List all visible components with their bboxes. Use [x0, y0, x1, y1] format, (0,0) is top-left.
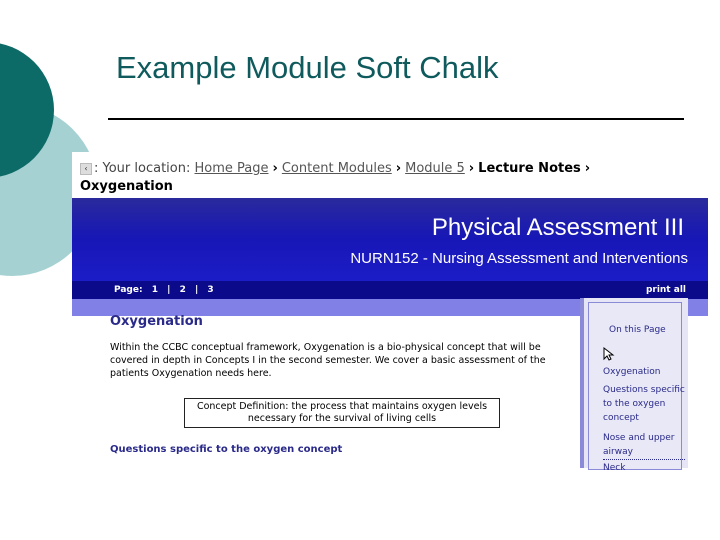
breadcrumb-separator: ›	[468, 161, 475, 176]
on-this-page-sidebar	[580, 298, 688, 473]
page-link-1[interactable]: 1	[151, 285, 158, 295]
screenshot-frame	[72, 152, 708, 473]
breadcrumb-link-home[interactable]: Home Page	[194, 161, 269, 176]
breadcrumb-separator: ›	[272, 161, 278, 176]
subsection-heading: Questions specific to the oxygen concept	[110, 444, 343, 455]
course-subtitle: NURN152 - Nursing Assessment and Interventions	[350, 250, 688, 267]
sidebar-item-neck[interactable]: Neck	[603, 463, 626, 473]
breadcrumb-link-content-modules[interactable]: Content Modules	[281, 161, 392, 176]
page-divider: |	[194, 285, 199, 295]
course-title: Physical Assessment III	[431, 214, 684, 241]
title-divider	[108, 118, 684, 120]
concept-definition-box: Concept Definition: the process that maintains oxygen levels necessary for the survival of living cells	[184, 398, 500, 428]
print-all-link[interactable]: print all	[645, 285, 686, 295]
sidebar-item-nose-airway[interactable]: Nose and upper airway	[603, 431, 685, 460]
page-navigation-bar	[72, 281, 708, 299]
main-content	[110, 314, 570, 455]
intro-paragraph: Within the CCBC conceptual framework, Oxygenation is a bio-physical concept that will be covered in depth in Concepts I in the second semester. We cover a basic assessment of the patients Oxygenation needs here.	[110, 342, 546, 379]
sidebar-panel	[588, 302, 685, 473]
mouse-cursor-icon	[603, 347, 615, 361]
sidebar-item-questions[interactable]: Questions specific to the oxygen concept	[603, 385, 685, 423]
breadcrumb-separator: ›	[584, 161, 591, 176]
section-heading: Oxygenation	[110, 314, 203, 329]
page-link-2[interactable]: 2	[179, 285, 186, 295]
page-label: Page:	[114, 285, 143, 295]
breadcrumb-current: Lecture Notes	[478, 161, 581, 176]
breadcrumb-separator: ›	[395, 161, 402, 176]
breadcrumb-link-module-5[interactable]: Module 5	[405, 161, 465, 176]
sidebar-item-oxygenation[interactable]: Oxygenation	[603, 367, 661, 377]
breadcrumb-last: Oxygenation	[80, 179, 173, 194]
page-divider: |	[167, 285, 171, 295]
page-link-3[interactable]: 3	[207, 285, 214, 295]
breadcrumb	[80, 160, 700, 196]
sidebar-title: On this Page	[609, 325, 666, 335]
back-arrow-icon[interactable]: ‹	[80, 163, 92, 175]
breadcrumb-prefix: : Your location:	[94, 161, 191, 176]
slide-title: Example Module Soft Chalk	[116, 50, 499, 85]
